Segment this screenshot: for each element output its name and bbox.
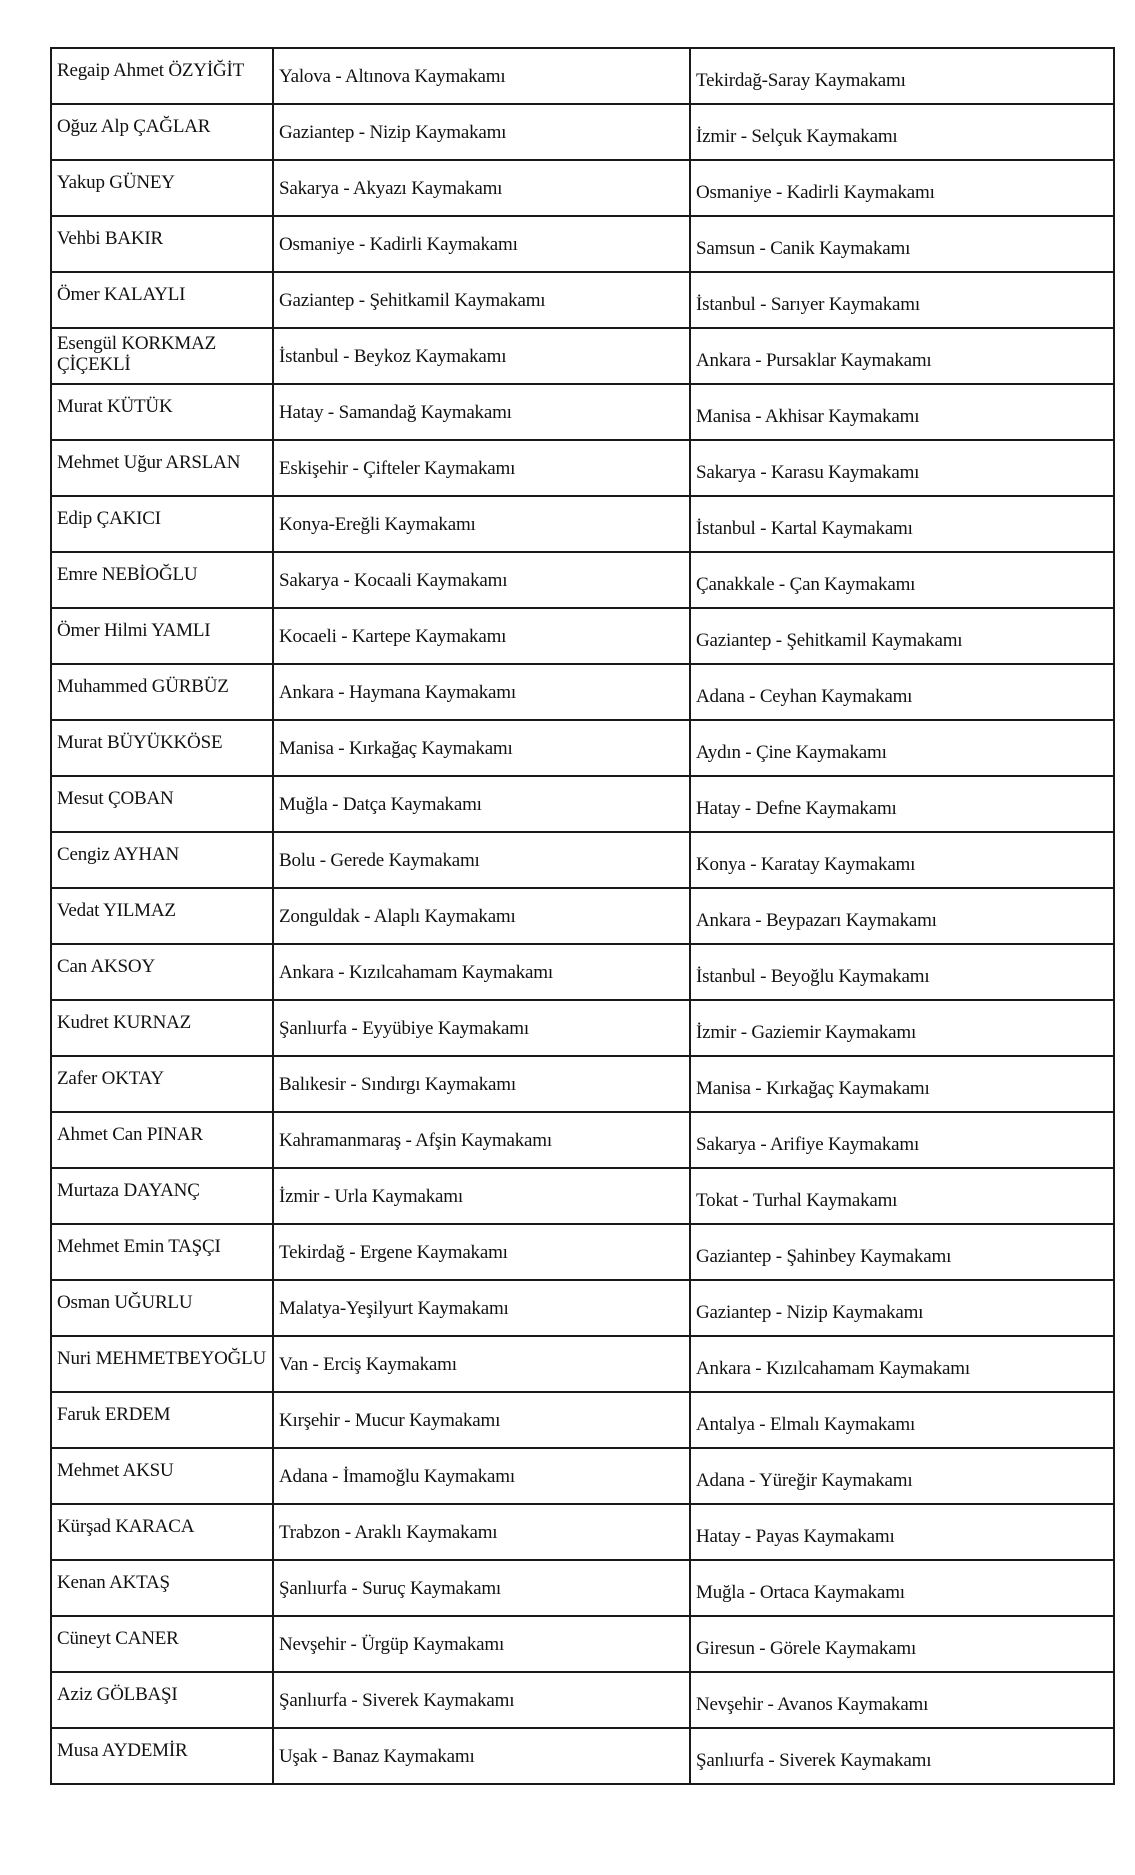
new-post-cell: İstanbul - Sarıyer Kaymakamı [690, 272, 1114, 328]
previous-post-cell: Hatay - Samandağ Kaymakamı [273, 384, 690, 440]
table-row [51, 1728, 1114, 1784]
new-post-cell: Aydın - Çine Kaymakamı [690, 720, 1114, 776]
previous-post-cell: Muğla - Datça Kaymakamı [273, 776, 690, 832]
previous-post-cell: Eskişehir - Çifteler Kaymakamı [273, 440, 690, 496]
previous-post-cell: Şanlıurfa - Suruç Kaymakamı [273, 1560, 690, 1616]
table-row [51, 1000, 1114, 1056]
previous-post-cell: Van - Erciş Kaymakamı [273, 1336, 690, 1392]
new-post-cell: Çanakkale - Çan Kaymakamı [690, 552, 1114, 608]
table-row [51, 1168, 1114, 1224]
official-name-cell: Vehbi BAKIR [51, 216, 273, 272]
previous-post-cell: Ankara - Kızılcahamam Kaymakamı [273, 944, 690, 1000]
official-name-cell: Mesut ÇOBAN [51, 776, 273, 832]
official-name-cell: Muhammed GÜRBÜZ [51, 664, 273, 720]
new-post-cell: Gaziantep - Şahinbey Kaymakamı [690, 1224, 1114, 1280]
new-post-cell: Sakarya - Karasu Kaymakamı [690, 440, 1114, 496]
previous-post-cell: Bolu - Gerede Kaymakamı [273, 832, 690, 888]
new-post-cell: Şanlıurfa - Siverek Kaymakamı [690, 1728, 1114, 1784]
previous-post-cell: Nevşehir - Ürgüp Kaymakamı [273, 1616, 690, 1672]
official-name-cell: Emre NEBİOĞLU [51, 552, 273, 608]
table-row [51, 384, 1114, 440]
official-name-cell: Musa AYDEMİR [51, 1728, 273, 1784]
table-row [51, 328, 1114, 384]
official-name-cell: Osman UĞURLU [51, 1280, 273, 1336]
table-row [51, 1504, 1114, 1560]
appointments-table-body [51, 48, 1114, 1784]
table-row [51, 104, 1114, 160]
table-row [51, 496, 1114, 552]
official-name-cell: Regaip Ahmet ÖZYİĞİT [51, 48, 273, 104]
official-name-cell: Nuri MEHMETBEYOĞLU [51, 1336, 273, 1392]
previous-post-cell: Şanlıurfa - Siverek Kaymakamı [273, 1672, 690, 1728]
official-name-cell: Murtaza DAYANÇ [51, 1168, 273, 1224]
new-post-cell: Manisa - Kırkağaç Kaymakamı [690, 1056, 1114, 1112]
previous-post-cell: Yalova - Altınova Kaymakamı [273, 48, 690, 104]
previous-post-cell: Gaziantep - Nizip Kaymakamı [273, 104, 690, 160]
table-row [51, 1224, 1114, 1280]
previous-post-cell: İzmir - Urla Kaymakamı [273, 1168, 690, 1224]
previous-post-cell: Balıkesir - Sındırgı Kaymakamı [273, 1056, 690, 1112]
official-name-cell: Can AKSOY [51, 944, 273, 1000]
new-post-cell: Konya - Karatay Kaymakamı [690, 832, 1114, 888]
previous-post-cell: Şanlıurfa - Eyyübiye Kaymakamı [273, 1000, 690, 1056]
table-row [51, 552, 1114, 608]
official-name-cell: Yakup GÜNEY [51, 160, 273, 216]
table-row [51, 160, 1114, 216]
new-post-cell: İstanbul - Beyoğlu Kaymakamı [690, 944, 1114, 1000]
new-post-cell: Adana - Ceyhan Kaymakamı [690, 664, 1114, 720]
table-row [51, 1056, 1114, 1112]
previous-post-cell: İstanbul - Beykoz Kaymakamı [273, 328, 690, 384]
new-post-cell: Gaziantep - Nizip Kaymakamı [690, 1280, 1114, 1336]
official-name-cell: Ahmet Can PINAR [51, 1112, 273, 1168]
official-name-cell: Zafer OKTAY [51, 1056, 273, 1112]
new-post-cell: Samsun - Canik Kaymakamı [690, 216, 1114, 272]
previous-post-cell: Sakarya - Akyazı Kaymakamı [273, 160, 690, 216]
table-row [51, 1560, 1114, 1616]
table-row [51, 272, 1114, 328]
new-post-cell: Ankara - Beypazarı Kaymakamı [690, 888, 1114, 944]
previous-post-cell: Adana - İmamoğlu Kaymakamı [273, 1448, 690, 1504]
new-post-cell: Hatay - Payas Kaymakamı [690, 1504, 1114, 1560]
previous-post-cell: Konya-Ereğli Kaymakamı [273, 496, 690, 552]
official-name-cell: Kürşad KARACA [51, 1504, 273, 1560]
previous-post-cell: Tekirdağ - Ergene Kaymakamı [273, 1224, 690, 1280]
previous-post-cell: Trabzon - Araklı Kaymakamı [273, 1504, 690, 1560]
table-row [51, 832, 1114, 888]
table-row [51, 1280, 1114, 1336]
previous-post-cell: Osmaniye - Kadirli Kaymakamı [273, 216, 690, 272]
official-name-cell: Mehmet Emin TAŞÇI [51, 1224, 273, 1280]
new-post-cell: Hatay - Defne Kaymakamı [690, 776, 1114, 832]
table-row [51, 720, 1114, 776]
official-name-cell: Kudret KURNAZ [51, 1000, 273, 1056]
official-name-cell: Ömer Hilmi YAMLI [51, 608, 273, 664]
official-name-cell: Murat KÜTÜK [51, 384, 273, 440]
table-row [51, 776, 1114, 832]
official-name-cell: Cüneyt CANER [51, 1616, 273, 1672]
new-post-cell: Muğla - Ortaca Kaymakamı [690, 1560, 1114, 1616]
appointments-table [50, 47, 1115, 1785]
table-row [51, 1392, 1114, 1448]
previous-post-cell: Malatya-Yeşilyurt Kaymakamı [273, 1280, 690, 1336]
new-post-cell: Manisa - Akhisar Kaymakamı [690, 384, 1114, 440]
new-post-cell: Ankara - Pursaklar Kaymakamı [690, 328, 1114, 384]
previous-post-cell: Zonguldak - Alaplı Kaymakamı [273, 888, 690, 944]
previous-post-cell: Ankara - Haymana Kaymakamı [273, 664, 690, 720]
new-post-cell: İstanbul - Kartal Kaymakamı [690, 496, 1114, 552]
new-post-cell: Tekirdağ-Saray Kaymakamı [690, 48, 1114, 104]
table-row [51, 1448, 1114, 1504]
new-post-cell: Antalya - Elmalı Kaymakamı [690, 1392, 1114, 1448]
previous-post-cell: Sakarya - Kocaali Kaymakamı [273, 552, 690, 608]
new-post-cell: Osmaniye - Kadirli Kaymakamı [690, 160, 1114, 216]
official-name-cell: Aziz GÖLBAŞI [51, 1672, 273, 1728]
official-name-cell: Vedat YILMAZ [51, 888, 273, 944]
table-row [51, 664, 1114, 720]
previous-post-cell: Manisa - Kırkağaç Kaymakamı [273, 720, 690, 776]
new-post-cell: Sakarya - Arifiye Kaymakamı [690, 1112, 1114, 1168]
new-post-cell: Tokat - Turhal Kaymakamı [690, 1168, 1114, 1224]
table-row [51, 440, 1114, 496]
official-name-cell: Oğuz Alp ÇAĞLAR [51, 104, 273, 160]
table-row [51, 888, 1114, 944]
official-name-cell: Kenan AKTAŞ [51, 1560, 273, 1616]
previous-post-cell: Uşak - Banaz Kaymakamı [273, 1728, 690, 1784]
table-row [51, 216, 1114, 272]
table-row [51, 944, 1114, 1000]
new-post-cell: Ankara - Kızılcahamam Kaymakamı [690, 1336, 1114, 1392]
table-row [51, 1112, 1114, 1168]
official-name-cell: Murat BÜYÜKKÖSE [51, 720, 273, 776]
table-row [51, 1672, 1114, 1728]
official-name-cell: Edip ÇAKICI [51, 496, 273, 552]
official-name-cell: Mehmet AKSU [51, 1448, 273, 1504]
new-post-cell: Nevşehir - Avanos Kaymakamı [690, 1672, 1114, 1728]
table-row [51, 1336, 1114, 1392]
table-row [51, 1616, 1114, 1672]
new-post-cell: İzmir - Selçuk Kaymakamı [690, 104, 1114, 160]
official-name-cell: Esengül KORKMAZ ÇİÇEKLİ [51, 328, 273, 384]
previous-post-cell: Kahramanmaraş - Afşin Kaymakamı [273, 1112, 690, 1168]
new-post-cell: Adana - Yüreğir Kaymakamı [690, 1448, 1114, 1504]
table-row [51, 608, 1114, 664]
previous-post-cell: Kırşehir - Mucur Kaymakamı [273, 1392, 690, 1448]
official-name-cell: Mehmet Uğur ARSLAN [51, 440, 273, 496]
official-name-cell: Ömer KALAYLI [51, 272, 273, 328]
previous-post-cell: Gaziantep - Şehitkamil Kaymakamı [273, 272, 690, 328]
official-name-cell: Faruk ERDEM [51, 1392, 273, 1448]
new-post-cell: Giresun - Görele Kaymakamı [690, 1616, 1114, 1672]
new-post-cell: İzmir - Gaziemir Kaymakamı [690, 1000, 1114, 1056]
official-name-cell: Cengiz AYHAN [51, 832, 273, 888]
previous-post-cell: Kocaeli - Kartepe Kaymakamı [273, 608, 690, 664]
table-row [51, 48, 1114, 104]
appointments-table-container [50, 47, 1113, 1785]
new-post-cell: Gaziantep - Şehitkamil Kaymakamı [690, 608, 1114, 664]
